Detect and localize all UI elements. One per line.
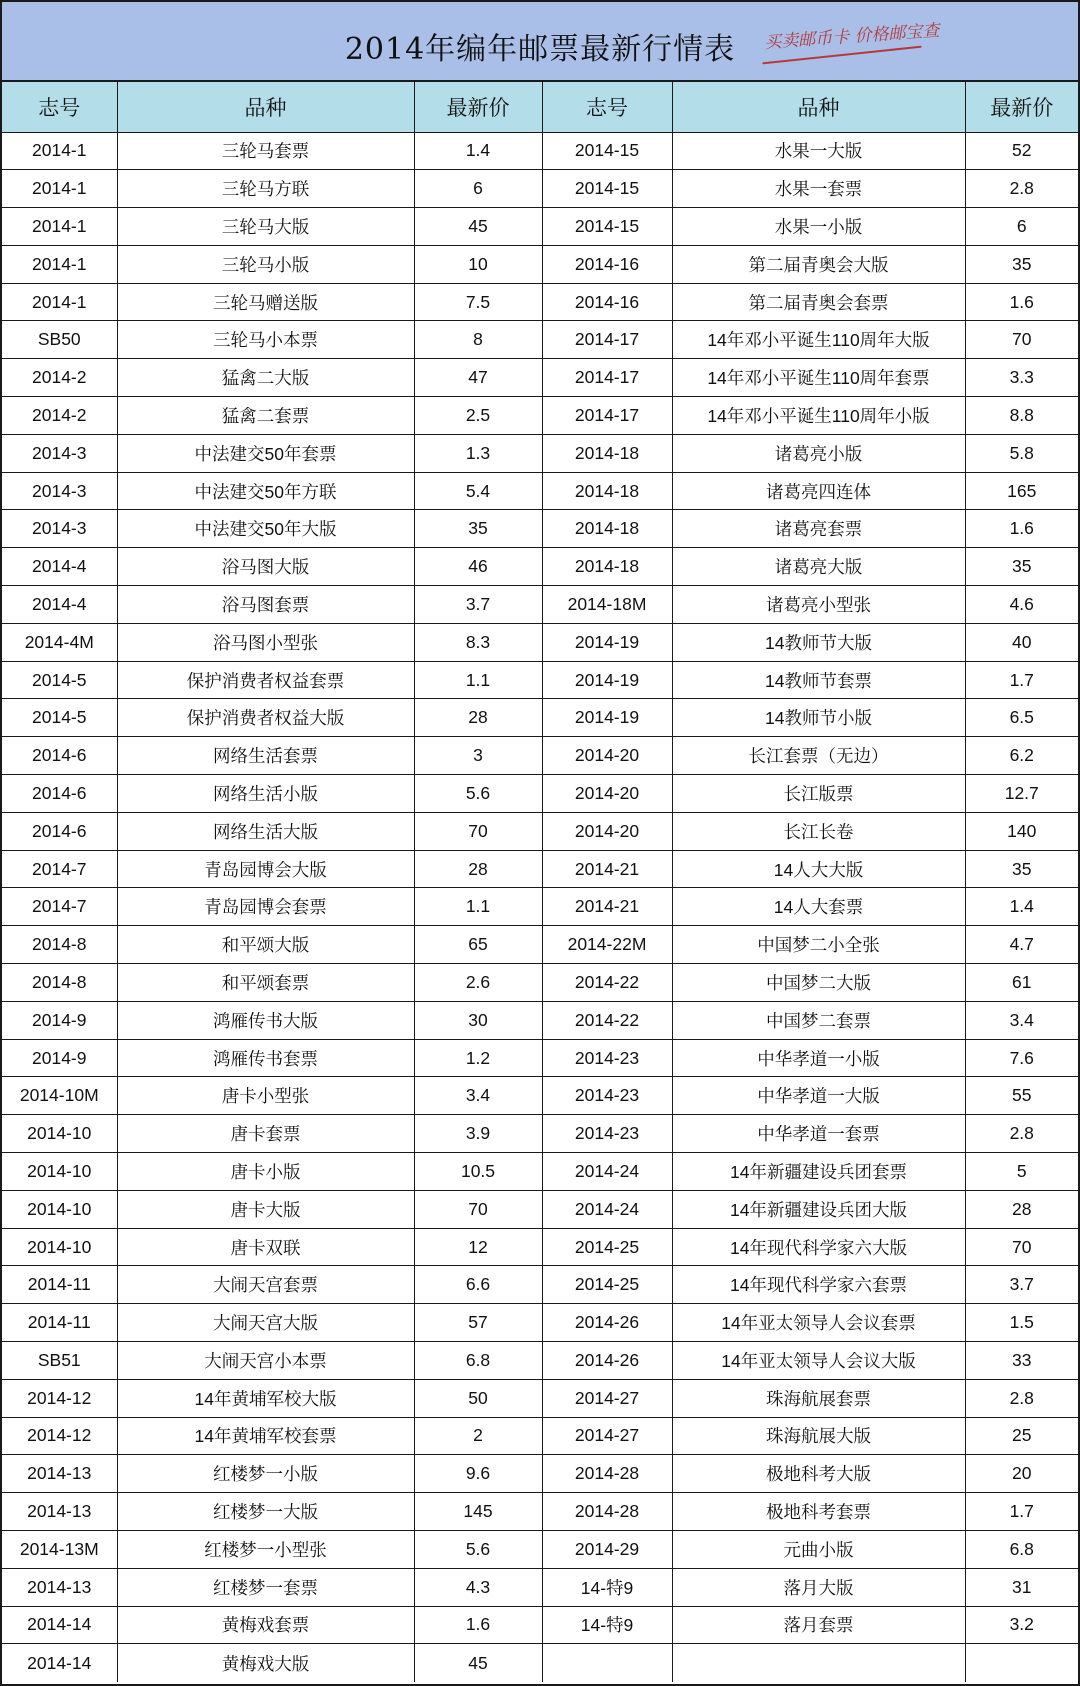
variety-cell: 和平颂大版 [117,926,414,964]
price-cell: 25 [965,1417,1078,1455]
price-cell: 2.6 [414,964,542,1002]
issue-no-cell: 2014-15 [542,132,672,170]
price-cell: 1.1 [414,888,542,926]
price-cell: 28 [414,850,542,888]
header-variety: 品种 [672,82,965,132]
price-cell: 30 [414,1001,542,1039]
variety-cell: 14教师节大版 [672,623,965,661]
table-row [2,397,1078,435]
price-cell: 55 [965,1077,1078,1115]
issue-no-cell: 2014-20 [542,812,672,850]
issue-no-cell: 2014-11 [2,1266,117,1304]
variety-cell: 14年黄埔军校大版 [117,1379,414,1417]
variety-cell: 14年新疆建设兵团大版 [672,1190,965,1228]
price-cell: 20 [965,1455,1078,1493]
issue-no-cell: 2014-26 [542,1342,672,1380]
issue-no-cell: 2014-25 [542,1266,672,1304]
variety-cell: 14年黄埔军校套票 [117,1417,414,1455]
price-cell: 35 [965,548,1078,586]
price-cell: 12 [414,1228,542,1266]
issue-no-cell: 2014-14 [2,1606,117,1644]
issue-no-cell: 2014-1 [2,208,117,246]
variety-cell: 三轮马套票 [117,132,414,170]
variety-cell: 三轮马方联 [117,170,414,208]
variety-cell: 珠海航展套票 [672,1379,965,1417]
table-row [2,1001,1078,1039]
table-row [2,1115,1078,1153]
price-cell: 4.6 [965,586,1078,624]
variety-cell: 中国梦二大版 [672,964,965,1002]
variety-cell: 水果一大版 [672,132,965,170]
price-cell: 52 [965,132,1078,170]
table-row [2,1644,1078,1682]
issue-no-cell: 2014-3 [2,472,117,510]
variety-cell: 大闹天宫大版 [117,1304,414,1342]
price-cell: 9.6 [414,1455,542,1493]
variety-cell: 水果一套票 [672,170,965,208]
issue-no-cell: 2014-22 [542,964,672,1002]
table-row [2,132,1078,170]
header-issue-no: 志号 [2,82,117,132]
issue-no-cell: 2014-16 [542,245,672,283]
issue-no-cell: 14-特9 [542,1606,672,1644]
issue-no-cell: 2014-24 [542,1190,672,1228]
price-cell: 1.6 [965,510,1078,548]
variety-cell [672,1644,965,1682]
price-cell: 4.7 [965,926,1078,964]
table-row [2,1304,1078,1342]
price-cell: 45 [414,1644,542,1682]
variety-cell: 14年亚太领导人会议大版 [672,1342,965,1380]
table-row [2,1530,1078,1568]
price-cell: 8.3 [414,623,542,661]
price-cell: 28 [965,1190,1078,1228]
header-variety: 品种 [117,82,414,132]
title-bar [2,2,1078,82]
issue-no-cell: 2014-8 [2,926,117,964]
table-row [2,1568,1078,1606]
table-row [2,283,1078,321]
price-cell: 31 [965,1568,1078,1606]
price-cell: 3.3 [965,359,1078,397]
price-cell: 3.4 [965,1001,1078,1039]
variety-cell: 三轮马大版 [117,208,414,246]
price-cell: 40 [965,623,1078,661]
issue-no-cell: 2014-12 [2,1379,117,1417]
issue-no-cell: 2014-23 [542,1115,672,1153]
price-cell: 5.6 [414,775,542,813]
table-row [2,321,1078,359]
variety-cell: 三轮马赠送版 [117,283,414,321]
price-cell: 6 [965,208,1078,246]
price-cell: 10.5 [414,1153,542,1191]
price-cell: 6.2 [965,737,1078,775]
price-cell: 70 [414,812,542,850]
header-latest-price: 最新价 [414,82,542,132]
variety-cell: 珠海航展大版 [672,1417,965,1455]
issue-no-cell: 2014-3 [2,434,117,472]
issue-no-cell: 2014-1 [2,132,117,170]
issue-no-cell: 2014-27 [542,1417,672,1455]
price-cell: 2.8 [965,170,1078,208]
price-cell: 50 [414,1379,542,1417]
variety-cell: 红楼梦一小版 [117,1455,414,1493]
variety-cell: 中法建交50年大版 [117,510,414,548]
variety-cell: 中国梦二套票 [672,1001,965,1039]
price-cell: 1.4 [965,888,1078,926]
issue-no-cell: 2014-15 [542,170,672,208]
variety-cell: 大闹天宫套票 [117,1266,414,1304]
variety-cell: 长江长卷 [672,812,965,850]
issue-no-cell: 2014-1 [2,245,117,283]
price-cell: 7.6 [965,1039,1078,1077]
price-cell: 6.6 [414,1266,542,1304]
price-cell: 1.6 [414,1606,542,1644]
variety-cell: 诸葛亮大版 [672,548,965,586]
variety-cell: 鸿雁传书套票 [117,1039,414,1077]
table-row [2,661,1078,699]
variety-cell: 极地科考大版 [672,1455,965,1493]
variety-cell: 红楼梦一大版 [117,1493,414,1531]
issue-no-cell: 2014-2 [2,397,117,435]
issue-no-cell: 2014-4 [2,586,117,624]
table-row [2,1379,1078,1417]
issue-no-cell: 2014-19 [542,623,672,661]
issue-no-cell: 2014-18 [542,548,672,586]
issue-no-cell: 2014-2 [2,359,117,397]
variety-cell: 唐卡小版 [117,1153,414,1191]
price-cell: 5.6 [414,1530,542,1568]
issue-no-cell: 2014-29 [542,1530,672,1568]
variety-cell: 网络生活小版 [117,775,414,813]
variety-cell: 第二届青奥会套票 [672,283,965,321]
price-cell: 1.5 [965,1304,1078,1342]
issue-no-cell: 2014-4M [2,623,117,661]
variety-cell: 落月大版 [672,1568,965,1606]
variety-cell: 猛禽二大版 [117,359,414,397]
issue-no-cell: 2014-22M [542,926,672,964]
price-cell: 2 [414,1417,542,1455]
price-cell: 4.3 [414,1568,542,1606]
issue-no-cell: 2014-10 [2,1115,117,1153]
price-cell: 8 [414,321,542,359]
issue-no-cell: 2014-19 [542,661,672,699]
issue-no-cell: 2014-19 [542,699,672,737]
issue-no-cell: 2014-10M [2,1077,117,1115]
price-cell: 45 [414,208,542,246]
issue-no-cell: 2014-13 [2,1455,117,1493]
price-cell: 1.1 [414,661,542,699]
variety-cell: 14年现代科学家六套票 [672,1266,965,1304]
variety-cell: 黄梅戏套票 [117,1606,414,1644]
price-cell: 3 [414,737,542,775]
variety-cell: 14年新疆建设兵团套票 [672,1153,965,1191]
price-cell: 12.7 [965,775,1078,813]
price-cell: 3.9 [414,1115,542,1153]
variety-cell: 中法建交50年方联 [117,472,414,510]
price-cell: 70 [965,321,1078,359]
price-cell: 5.8 [965,434,1078,472]
price-cell: 70 [414,1190,542,1228]
issue-no-cell: 2014-6 [2,812,117,850]
variety-cell: 青岛园博会大版 [117,850,414,888]
issue-no-cell: 2014-21 [542,888,672,926]
table-row [2,245,1078,283]
issue-no-cell: 2014-12 [2,1417,117,1455]
variety-cell: 青岛园博会套票 [117,888,414,926]
variety-cell: 网络生活套票 [117,737,414,775]
issue-no-cell: 2014-18 [542,510,672,548]
table-row [2,623,1078,661]
variety-cell: 大闹天宫小本票 [117,1342,414,1380]
price-cell: 3.4 [414,1077,542,1115]
price-cell: 1.6 [965,283,1078,321]
variety-cell: 诸葛亮套票 [672,510,965,548]
price-cell: 2.5 [414,397,542,435]
variety-cell: 水果一小版 [672,208,965,246]
issue-no-cell: 2014-20 [542,737,672,775]
price-cell: 140 [965,812,1078,850]
issue-no-cell: 2014-8 [2,964,117,1002]
table-row [2,1342,1078,1380]
variety-cell: 14教师节小版 [672,699,965,737]
issue-no-cell: 2014-23 [542,1039,672,1077]
issue-no-cell: 2014-10 [2,1190,117,1228]
issue-no-cell: 2014-13M [2,1530,117,1568]
price-cell: 6 [414,170,542,208]
page-title: 2014年编年邮票最新行情表 [344,32,736,67]
variety-cell: 中华孝道一小版 [672,1039,965,1077]
table-row [2,964,1078,1002]
header-issue-no: 志号 [542,82,672,132]
table-row [2,1455,1078,1493]
issue-no-cell: 2014-10 [2,1228,117,1266]
table-row [2,1228,1078,1266]
issue-no-cell: 2014-17 [542,397,672,435]
variety-cell: 14年邓小平诞生110周年大版 [672,321,965,359]
variety-cell: 猛禽二套票 [117,397,414,435]
price-cell: 6.5 [965,699,1078,737]
table-row [2,1039,1078,1077]
issue-no-cell: 2014-5 [2,699,117,737]
table-row [2,510,1078,548]
variety-cell: 保护消费者权益大版 [117,699,414,737]
variety-cell: 14年邓小平诞生110周年小版 [672,397,965,435]
issue-no-cell: 2014-28 [542,1455,672,1493]
issue-no-cell: 2014-6 [2,775,117,813]
price-cell: 1.7 [965,661,1078,699]
issue-no-cell: 2014-7 [2,888,117,926]
table-row [2,1266,1078,1304]
issue-no-cell: 2014-4 [2,548,117,586]
variety-cell: 14年亚太领导人会议套票 [672,1304,965,1342]
price-cell: 35 [965,245,1078,283]
variety-cell: 三轮马小本票 [117,321,414,359]
issue-no-cell: 2014-1 [2,283,117,321]
variety-cell: 第二届青奥会大版 [672,245,965,283]
issue-no-cell: 2014-18M [542,586,672,624]
variety-cell: 唐卡小型张 [117,1077,414,1115]
variety-cell: 红楼梦一小型张 [117,1530,414,1568]
table-row [2,926,1078,964]
table-row [2,850,1078,888]
issue-no-cell: 2014-17 [542,321,672,359]
variety-cell: 元曲小版 [672,1530,965,1568]
table-row [2,208,1078,246]
seal-stamp: 买卖邮币卡 价格邮宝查 [763,20,941,54]
issue-no-cell: 2014-9 [2,1001,117,1039]
table-row [2,586,1078,624]
price-cell: 65 [414,926,542,964]
variety-cell: 唐卡套票 [117,1115,414,1153]
variety-cell: 三轮马小版 [117,245,414,283]
table-row [2,434,1078,472]
issue-no-cell: 2014-26 [542,1304,672,1342]
price-cell: 5.4 [414,472,542,510]
issue-no-cell: 14-特9 [542,1568,672,1606]
table-row [2,548,1078,586]
issue-no-cell: 2014-16 [542,283,672,321]
table-body [2,132,1078,1682]
variety-cell: 落月套票 [672,1606,965,1644]
variety-cell: 14人大套票 [672,888,965,926]
price-cell: 57 [414,1304,542,1342]
issue-no-cell: 2014-14 [2,1644,117,1682]
price-cell: 145 [414,1493,542,1531]
table-row [2,737,1078,775]
variety-cell: 中华孝道一大版 [672,1077,965,1115]
table-row [2,1606,1078,1644]
price-cell: 5 [965,1153,1078,1191]
table-row [2,888,1078,926]
issue-no-cell: 2014-18 [542,472,672,510]
issue-no-cell: SB50 [2,321,117,359]
variety-cell: 唐卡大版 [117,1190,414,1228]
price-cell: 8.8 [965,397,1078,435]
table-row [2,170,1078,208]
issue-no-cell: SB51 [2,1342,117,1380]
price-cell: 165 [965,472,1078,510]
price-cell: 61 [965,964,1078,1002]
issue-no-cell: 2014-27 [542,1379,672,1417]
header-latest-price: 最新价 [965,82,1078,132]
variety-cell: 浴马图大版 [117,548,414,586]
variety-cell: 诸葛亮四连体 [672,472,965,510]
table-row [2,359,1078,397]
variety-cell: 红楼梦一套票 [117,1568,414,1606]
variety-cell: 浴马图套票 [117,586,414,624]
price-cell: 6.8 [414,1342,542,1380]
price-cell: 2.8 [965,1115,1078,1153]
issue-no-cell: 2014-6 [2,737,117,775]
price-cell: 3.2 [965,1606,1078,1644]
price-cell: 6.8 [965,1530,1078,1568]
variety-cell: 诸葛亮小版 [672,434,965,472]
variety-cell: 中国梦二小全张 [672,926,965,964]
table-row [2,472,1078,510]
variety-cell: 14年现代科学家六大版 [672,1228,965,1266]
variety-cell: 鸿雁传书大版 [117,1001,414,1039]
price-cell: 1.3 [414,434,542,472]
issue-no-cell: 2014-20 [542,775,672,813]
issue-no-cell: 2014-9 [2,1039,117,1077]
issue-no-cell: 2014-10 [2,1153,117,1191]
table-row [2,699,1078,737]
issue-no-cell [542,1644,672,1682]
price-cell: 35 [414,510,542,548]
issue-no-cell: 2014-17 [542,359,672,397]
variety-cell: 唐卡双联 [117,1228,414,1266]
issue-no-cell: 2014-13 [2,1568,117,1606]
issue-no-cell: 2014-23 [542,1077,672,1115]
price-cell: 33 [965,1342,1078,1380]
price-cell [965,1644,1078,1682]
issue-no-cell: 2014-7 [2,850,117,888]
price-table [2,82,1078,1682]
table-row [2,1077,1078,1115]
variety-cell: 长江套票（无边） [672,737,965,775]
issue-no-cell: 2014-13 [2,1493,117,1531]
issue-no-cell: 2014-15 [542,208,672,246]
table-row [2,1493,1078,1531]
table-row [2,1190,1078,1228]
table-row [2,1153,1078,1191]
price-cell: 10 [414,245,542,283]
variety-cell: 和平颂套票 [117,964,414,1002]
issue-no-cell: 2014-21 [542,850,672,888]
price-cell: 46 [414,548,542,586]
issue-no-cell: 2014-11 [2,1304,117,1342]
price-cell: 1.2 [414,1039,542,1077]
variety-cell: 极地科考套票 [672,1493,965,1531]
issue-no-cell: 2014-5 [2,661,117,699]
variety-cell: 诸葛亮小型张 [672,586,965,624]
variety-cell: 长江版票 [672,775,965,813]
variety-cell: 网络生活大版 [117,812,414,850]
variety-cell: 14年邓小平诞生110周年套票 [672,359,965,397]
price-cell: 1.4 [414,132,542,170]
price-cell: 1.7 [965,1493,1078,1531]
issue-no-cell: 2014-1 [2,170,117,208]
price-cell: 70 [965,1228,1078,1266]
price-cell: 7.5 [414,283,542,321]
table-row [2,775,1078,813]
header-row [2,82,1078,132]
issue-no-cell: 2014-3 [2,510,117,548]
variety-cell: 中法建交50年套票 [117,434,414,472]
price-cell: 2.8 [965,1379,1078,1417]
price-cell: 3.7 [965,1266,1078,1304]
table-row [2,812,1078,850]
issue-no-cell: 2014-22 [542,1001,672,1039]
price-cell: 35 [965,850,1078,888]
variety-cell: 保护消费者权益套票 [117,661,414,699]
variety-cell: 浴马图小型张 [117,623,414,661]
price-cell: 3.7 [414,586,542,624]
price-cell: 47 [414,359,542,397]
variety-cell: 14教师节套票 [672,661,965,699]
price-cell: 28 [414,699,542,737]
table-row [2,1417,1078,1455]
issue-no-cell: 2014-28 [542,1493,672,1531]
issue-no-cell: 2014-24 [542,1153,672,1191]
issue-no-cell: 2014-25 [542,1228,672,1266]
issue-no-cell: 2014-18 [542,434,672,472]
variety-cell: 黄梅戏大版 [117,1644,414,1682]
variety-cell: 中华孝道一套票 [672,1115,965,1153]
variety-cell: 14人大大版 [672,850,965,888]
